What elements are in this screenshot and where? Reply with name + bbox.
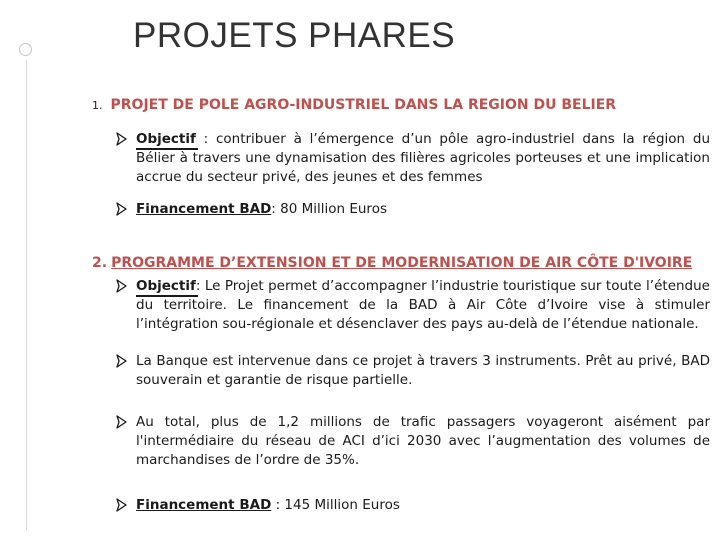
- decorative-ring: [19, 43, 32, 56]
- instruments-text: La Banque est intervenue dans ce projet à travers 3 instruments. Prêt au privé, BAD souverain et garantie de risque partielle.: [136, 353, 710, 388]
- arrow-bullet-icon: [116, 415, 126, 429]
- funding-text: : 145 Million Euros: [271, 497, 400, 513]
- section-1-title: PROJET DE POLE AGRO-INDUSTRIEL DANS LA REGION DU BELIER: [110, 97, 617, 113]
- objective-label: Objectif: [136, 131, 196, 147]
- arrow-bullet-icon: [116, 202, 126, 216]
- objective-text: : contribuer à l’émergence d’un pôle agro-industriel dans la région du Bélier à travers une dynamisation des filières agricoles porteuses et une implication accrue du secteur privé, des jeunes et des femmes: [136, 131, 710, 185]
- objective-text: : Le Projet permet d’accompagner l’industrie touristique sur toute l’étendue du territoire. Le financement de la BAD à Air Côte d’Ivoire vise à stimuler l’intégration sou-régionale et désenclaver des pays au-delà de l’étendue nationale.: [136, 278, 710, 332]
- arrow-bullet-icon: [116, 279, 126, 293]
- funding-text: : 80 Million Euros: [271, 201, 387, 217]
- arrow-bullet-icon: [116, 498, 126, 512]
- decorative-vertical-line: [26, 60, 27, 530]
- section-1-heading: [92, 97, 616, 113]
- section-2-title: PROGRAMME D’EXTENSION ET DE MODERNISATION DE AIR CÔTE D'IVOIRE: [111, 255, 693, 271]
- section-2-instruments: [116, 352, 710, 390]
- section-1-funding: [116, 200, 710, 219]
- objective-underline: [136, 295, 198, 297]
- section-1-number: 1.: [92, 99, 103, 112]
- objective-label: Objectif: [136, 278, 196, 294]
- section-2-number: 2.: [92, 255, 108, 271]
- funding-label: Financement BAD: [136, 201, 272, 217]
- objective-underline: [136, 148, 198, 150]
- slide-title: PROJETS PHARES: [133, 16, 456, 55]
- section-2-objective: [116, 277, 710, 334]
- funding-label: Financement BAD: [136, 497, 272, 513]
- section-2-heading: [92, 255, 692, 271]
- arrow-bullet-icon: [116, 132, 126, 146]
- section-2-traffic: [116, 413, 710, 470]
- section-2-funding: [116, 496, 710, 515]
- section-1-objective: [116, 130, 710, 187]
- traffic-text: Au total, plus de 1,2 millions de trafic passagers voyageront aisément par l'intermédiaire du réseau de ACI d’ici 2030 avec l’augmentation des volumes de marchandises de l’ordre de 35%.: [136, 414, 710, 468]
- arrow-bullet-icon: [116, 354, 126, 368]
